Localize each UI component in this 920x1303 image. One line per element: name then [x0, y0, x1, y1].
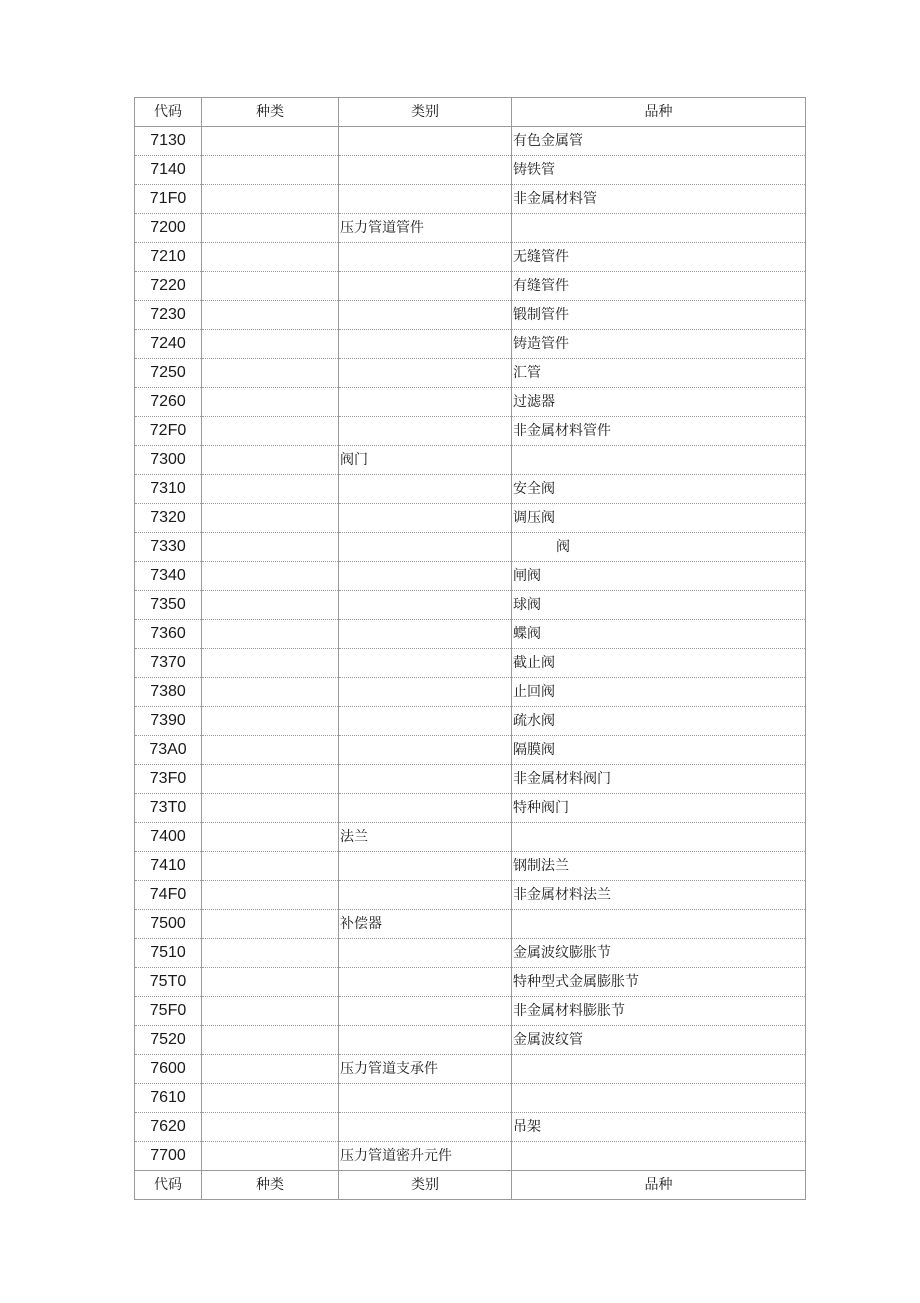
row-variety: 安全阀: [512, 475, 806, 504]
footer-variety: 品种: [512, 1171, 806, 1200]
row-kind: [202, 1084, 339, 1113]
row-code: 7520: [135, 1026, 202, 1055]
row-variety: 闸阀: [512, 562, 806, 591]
row-kind: [202, 243, 339, 272]
row-code: 7380: [135, 678, 202, 707]
row-kind: [202, 910, 339, 939]
table-row: [135, 794, 806, 823]
table-row: [135, 504, 806, 533]
row-code: 71F0: [135, 185, 202, 214]
row-category: [339, 504, 512, 533]
row-category: [339, 127, 512, 156]
row-kind: [202, 185, 339, 214]
table-row: [135, 707, 806, 736]
row-code: 7250: [135, 359, 202, 388]
row-code: 7220: [135, 272, 202, 301]
row-variety: 蝶阀: [512, 620, 806, 649]
row-variety: 金属波纹管: [512, 1026, 806, 1055]
row-variety: 无缝管件: [512, 243, 806, 272]
table-row: [135, 765, 806, 794]
row-kind: [202, 214, 339, 243]
table-row: [135, 591, 806, 620]
table-row: [135, 330, 806, 359]
row-variety: 过滤器: [512, 388, 806, 417]
row-kind: [202, 127, 339, 156]
row-category: [339, 1113, 512, 1142]
row-code: 7510: [135, 939, 202, 968]
table-row: [135, 910, 806, 939]
footer-code: 代码: [135, 1171, 202, 1200]
table-row: [135, 881, 806, 910]
row-kind: [202, 272, 339, 301]
row-kind: [202, 1055, 339, 1084]
row-category: [339, 388, 512, 417]
row-code: 72F0: [135, 417, 202, 446]
row-category: [339, 794, 512, 823]
table-row: [135, 359, 806, 388]
table-row: [135, 156, 806, 185]
row-code: 73T0: [135, 794, 202, 823]
row-kind: [202, 533, 339, 562]
table-row: [135, 562, 806, 591]
row-variety: [512, 446, 806, 475]
row-code: 73F0: [135, 765, 202, 794]
row-kind: [202, 330, 339, 359]
table-row: [135, 1113, 806, 1142]
table-row: [135, 475, 806, 504]
table-row: [135, 127, 806, 156]
row-category: [339, 156, 512, 185]
row-variety: 汇管: [512, 359, 806, 388]
row-category: [339, 736, 512, 765]
row-category: [339, 272, 512, 301]
row-kind: [202, 881, 339, 910]
row-variety: [512, 214, 806, 243]
row-variety: 特种阀门: [512, 794, 806, 823]
row-kind: [202, 649, 339, 678]
row-kind: [202, 301, 339, 330]
row-category: [339, 359, 512, 388]
row-category: [339, 1026, 512, 1055]
row-code: 7240: [135, 330, 202, 359]
row-kind: [202, 591, 339, 620]
row-code: 7410: [135, 852, 202, 881]
row-category: [339, 562, 512, 591]
row-category: [339, 301, 512, 330]
header-code: 代码: [135, 98, 202, 127]
row-category: [339, 765, 512, 794]
row-kind: [202, 620, 339, 649]
row-variety: 非金属材料法兰: [512, 881, 806, 910]
row-category: [339, 968, 512, 997]
table-row: [135, 1084, 806, 1113]
row-code: 7140: [135, 156, 202, 185]
row-kind: [202, 359, 339, 388]
row-kind: [202, 388, 339, 417]
row-variety: 非金属材料管件: [512, 417, 806, 446]
row-kind: [202, 765, 339, 794]
row-code: 7700: [135, 1142, 202, 1171]
row-category: [339, 1084, 512, 1113]
row-code: 7370: [135, 649, 202, 678]
table-row: [135, 968, 806, 997]
row-category: [339, 417, 512, 446]
row-code: 7260: [135, 388, 202, 417]
table-row: [135, 272, 806, 301]
row-code: 7390: [135, 707, 202, 736]
table-row: [135, 997, 806, 1026]
row-code: 7310: [135, 475, 202, 504]
table-row: [135, 446, 806, 475]
table-row: [135, 736, 806, 765]
row-kind: [202, 794, 339, 823]
row-code: 75F0: [135, 997, 202, 1026]
row-kind: [202, 968, 339, 997]
table-row: [135, 388, 806, 417]
row-code: 7320: [135, 504, 202, 533]
row-code: 7200: [135, 214, 202, 243]
table-row: [135, 823, 806, 852]
footer-category: 类别: [339, 1171, 512, 1200]
row-variety: 调压阀: [512, 504, 806, 533]
row-kind: [202, 1026, 339, 1055]
row-variety: 钢制法兰: [512, 852, 806, 881]
row-variety: 有色金属管: [512, 127, 806, 156]
table-row: [135, 852, 806, 881]
row-variety: [512, 910, 806, 939]
row-category: [339, 939, 512, 968]
row-kind: [202, 997, 339, 1026]
row-variety: 截止阀: [512, 649, 806, 678]
row-variety: 锻制管件: [512, 301, 806, 330]
row-kind: [202, 678, 339, 707]
row-code: 7330: [135, 533, 202, 562]
table-row: [135, 214, 806, 243]
row-variety: [512, 1142, 806, 1171]
row-variety: 铸铁管: [512, 156, 806, 185]
row-kind: [202, 1142, 339, 1171]
row-category: 压力管道支承件: [339, 1055, 512, 1084]
row-variety: 非金属材料膨胀节: [512, 997, 806, 1026]
table-row: [135, 649, 806, 678]
row-code: 74F0: [135, 881, 202, 910]
row-variety: [512, 823, 806, 852]
row-category: [339, 243, 512, 272]
row-category: 补偿器: [339, 910, 512, 939]
row-category: [339, 620, 512, 649]
row-variety: [512, 1084, 806, 1113]
row-variety: 有缝管件: [512, 272, 806, 301]
row-kind: [202, 562, 339, 591]
table-body: [135, 127, 806, 1171]
row-code: 7130: [135, 127, 202, 156]
row-category: 压力管道密升元件: [339, 1142, 512, 1171]
header-category: 类别: [339, 98, 512, 127]
row-code: 7210: [135, 243, 202, 272]
row-kind: [202, 446, 339, 475]
row-variety: 止回阀: [512, 678, 806, 707]
table-header-row: [135, 98, 806, 127]
row-variety: 隔膜阀: [512, 736, 806, 765]
row-category: [339, 649, 512, 678]
row-code: 7400: [135, 823, 202, 852]
row-category: [339, 330, 512, 359]
table-row: [135, 620, 806, 649]
table-row: [135, 1055, 806, 1084]
row-kind: [202, 504, 339, 533]
row-variety: 特种型式金属膨胀节: [512, 968, 806, 997]
table-row: [135, 243, 806, 272]
row-variety: 疏水阀: [512, 707, 806, 736]
header-kind: 种类: [202, 98, 339, 127]
row-category: 法兰: [339, 823, 512, 852]
row-code: 7610: [135, 1084, 202, 1113]
table-row: [135, 533, 806, 562]
row-category: [339, 475, 512, 504]
table-row: [135, 417, 806, 446]
row-variety: 金属波纹膨胀节: [512, 939, 806, 968]
row-kind: [202, 939, 339, 968]
classification-table: [134, 97, 806, 1200]
row-code: 7340: [135, 562, 202, 591]
row-category: [339, 533, 512, 562]
row-kind: [202, 736, 339, 765]
row-kind: [202, 475, 339, 504]
table-row: [135, 1142, 806, 1171]
row-kind: [202, 707, 339, 736]
table-row: [135, 678, 806, 707]
table-footer-row: [135, 1171, 806, 1200]
row-variety: 非金属材料阀门: [512, 765, 806, 794]
row-code: 75T0: [135, 968, 202, 997]
row-code: 7360: [135, 620, 202, 649]
row-category: [339, 678, 512, 707]
row-variety: 非金属材料管: [512, 185, 806, 214]
table-row: [135, 939, 806, 968]
table-row: [135, 301, 806, 330]
row-kind: [202, 823, 339, 852]
row-kind: [202, 417, 339, 446]
row-category: 阀门: [339, 446, 512, 475]
row-variety: 铸造管件: [512, 330, 806, 359]
header-variety: 品种: [512, 98, 806, 127]
row-kind: [202, 852, 339, 881]
row-variety: 球阀: [512, 591, 806, 620]
row-kind: [202, 1113, 339, 1142]
row-code: 73A0: [135, 736, 202, 765]
row-code: 7300: [135, 446, 202, 475]
row-category: 压力管道管件: [339, 214, 512, 243]
row-code: 7620: [135, 1113, 202, 1142]
footer-kind: 种类: [202, 1171, 339, 1200]
row-category: [339, 591, 512, 620]
row-code: 7230: [135, 301, 202, 330]
row-category: [339, 881, 512, 910]
row-category: [339, 997, 512, 1026]
row-category: [339, 852, 512, 881]
row-category: [339, 707, 512, 736]
row-code: 7500: [135, 910, 202, 939]
table-row: [135, 185, 806, 214]
row-variety: [512, 1055, 806, 1084]
row-variety: 阀: [512, 533, 806, 562]
row-code: 7600: [135, 1055, 202, 1084]
row-code: 7350: [135, 591, 202, 620]
table-row: [135, 1026, 806, 1055]
row-variety: 吊架: [512, 1113, 806, 1142]
row-category: [339, 185, 512, 214]
row-kind: [202, 156, 339, 185]
